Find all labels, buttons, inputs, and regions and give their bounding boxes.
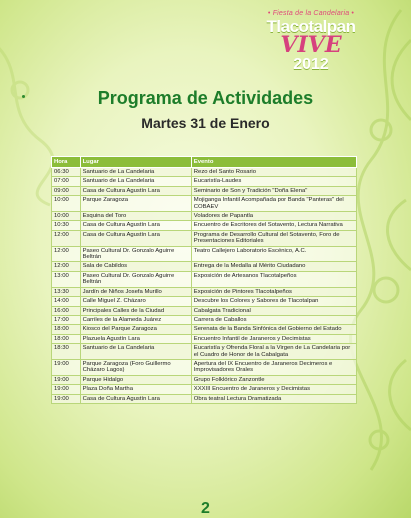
cell-evento: Eucaristía y Ofrenda Floral a la Virgen de La Candelaria por el Cuadro de Honor de la Cabalgata	[191, 344, 356, 360]
table-row	[52, 212, 357, 221]
logo-vive: VIVE	[280, 32, 342, 58]
cell-hora: 18:00	[52, 325, 81, 334]
header-hora: Hora	[52, 157, 81, 168]
cell-hora: 10:00	[52, 196, 81, 212]
cell-evento: Entrega de la Medalla al Mérito Ciudadano	[191, 262, 356, 271]
cell-hora: 07:00	[52, 177, 81, 186]
table-row	[52, 168, 357, 177]
cell-hora: 19:00	[52, 394, 81, 403]
cell-lugar: Plaza Doña Martha	[80, 385, 191, 394]
table-row	[52, 394, 357, 403]
cell-lugar: Paseo Cultural Dr. Gonzalo Aguirre Beltrán	[80, 271, 191, 287]
cell-evento: Apertura del IX Encuentro de Jaraneros Decimeros e Improvisadores Orales	[191, 359, 356, 375]
cell-hora: 06:30	[52, 168, 81, 177]
logo-city: Tlacotalpan	[266, 17, 356, 36]
table-row	[52, 359, 357, 375]
page-subtitle: Martes 31 de Enero	[141, 115, 270, 131]
cell-hora: 14:00	[52, 297, 81, 306]
cell-lugar: Kiosco del Parque Zaragoza	[80, 325, 191, 334]
cell-hora: 18:30	[52, 344, 81, 360]
table-row	[52, 297, 357, 306]
table-row	[52, 271, 357, 287]
cell-hora: 16:00	[52, 306, 81, 315]
cell-hora: 13:00	[52, 271, 81, 287]
cell-hora: 10:00	[52, 212, 81, 221]
table-row	[52, 375, 357, 384]
page-number: 2	[201, 500, 210, 517]
table-row	[52, 196, 357, 212]
cell-lugar: Parque Hidalgo	[80, 375, 191, 384]
header-evento: Evento	[191, 157, 356, 168]
cell-lugar: Calle Miguel Z. Cházaro	[80, 297, 191, 306]
cell-hora: 19:00	[52, 385, 81, 394]
table-row	[52, 385, 357, 394]
cell-evento: Encuentro Infantil de Jaraneros y Decimistas	[191, 334, 356, 343]
cell-hora: 09:00	[52, 186, 81, 195]
table-row	[52, 246, 357, 262]
table-row	[52, 325, 357, 334]
logo-subtitle: • Fiesta de la Candelaria •	[267, 10, 355, 17]
cell-evento: Teatro Callejero Laboratorio Escénico, A.C.	[191, 246, 356, 262]
cell-lugar: Casa de Cultura Agustín Lara	[80, 230, 191, 246]
table-row	[52, 287, 357, 296]
cell-evento: Programa de Desarrollo Cultural del Sotavento, Foro de Presentaciones Editoriales	[191, 230, 356, 246]
cell-lugar: Esquina del Toro	[80, 212, 191, 221]
cell-evento: Obra teatral Lectura Dramatizada	[191, 394, 356, 403]
cell-lugar: Carriles de la Alameda Juárez	[80, 315, 191, 324]
cell-evento: Exposición de Artesanos Tlacotalpeños	[191, 271, 356, 287]
cell-lugar: Principales Calles de la Ciudad	[80, 306, 191, 315]
table-row	[52, 230, 357, 246]
cell-evento: Rezo del Santo Rosario	[191, 168, 356, 177]
cell-hora: 17:00	[52, 315, 81, 324]
cell-evento: Grupo Folklórico Zanzontle	[191, 375, 356, 384]
table-row	[52, 306, 357, 315]
event-logo	[251, 10, 371, 73]
cell-lugar: Jardín de Niños Josefa Murillo	[80, 287, 191, 296]
cell-lugar: Parque Zaragoza	[80, 196, 191, 212]
cell-lugar: Santuario de La Candelaria	[80, 168, 191, 177]
schedule-table	[51, 156, 357, 404]
cell-evento: XXXIII Encuentro de Jaraneros y Decimistas	[191, 385, 356, 394]
page-title: Programa de Actividades	[97, 88, 314, 108]
cell-hora: 10:30	[52, 221, 81, 230]
table-row	[52, 221, 357, 230]
table-header-row	[52, 157, 357, 168]
table-row	[52, 177, 357, 186]
table-row	[52, 262, 357, 271]
cell-evento: Voladores de Papantla	[191, 212, 356, 221]
table-row	[52, 334, 357, 343]
cell-evento: Descubre los Colores y Sabores de Tlacotalpan	[191, 297, 356, 306]
cell-hora: 12:00	[52, 246, 81, 262]
cell-evento: Seminario de Son y Tradición "Doña Elena"	[191, 186, 356, 195]
cell-lugar: Casa de Cultura Agustín Lara	[80, 394, 191, 403]
cell-lugar: Casa de Cultura Agustín Lara	[80, 186, 191, 195]
cell-lugar: Sala de Cabildos	[80, 262, 191, 271]
cell-evento: Encuentro de Escritores del Sotavento, Lectura Narrativa	[191, 221, 356, 230]
cell-hora: 12:00	[52, 262, 81, 271]
cell-hora: 19:00	[52, 375, 81, 384]
table-row	[52, 315, 357, 324]
logo-year: 2012	[293, 56, 329, 73]
cell-evento: Exposición de Pintores Tlacotalpeños	[191, 287, 356, 296]
cell-evento: Carrera de Caballos	[191, 315, 356, 324]
table-row	[52, 344, 357, 360]
cell-hora: 12:00	[52, 230, 81, 246]
cell-lugar: Plazuela Agustín Lara	[80, 334, 191, 343]
cell-lugar: Paseo Cultural Dr. Gonzalo Aguirre Beltrán	[80, 246, 191, 262]
cell-lugar: Parque Zaragoza (Foro Guillermo Cházaro Lagos)	[80, 359, 191, 375]
cell-lugar: Santuario de La Candelaria	[80, 344, 191, 360]
cell-evento: Eucaristía-Laudes	[191, 177, 356, 186]
cell-lugar: Santuario de La Candelaria	[80, 177, 191, 186]
schedule-body	[52, 168, 357, 404]
cell-evento: Cabalgata Tradicional	[191, 306, 356, 315]
header-lugar: Lugar	[80, 157, 191, 168]
cell-evento: Serenata de la Banda Sinfónica del Gobierno del Estado	[191, 325, 356, 334]
table-row	[52, 186, 357, 195]
cell-hora: 18:00	[52, 334, 81, 343]
cell-hora: 13:30	[52, 287, 81, 296]
cell-evento: Mojiganga Infantil Acompañada por Banda "Panteras" del COBAEV	[191, 196, 356, 212]
cell-lugar: Casa de Cultura Agustín Lara	[80, 221, 191, 230]
cell-hora: 19:00	[52, 359, 81, 375]
